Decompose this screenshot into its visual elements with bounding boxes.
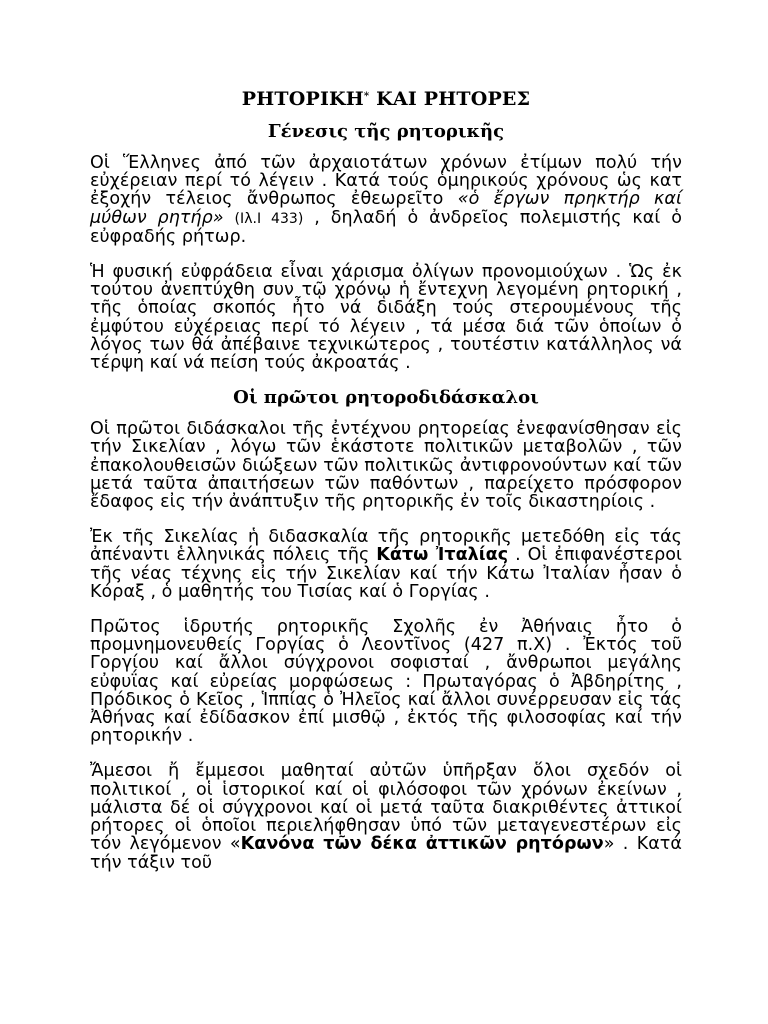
paragraph-1	[90, 154, 682, 246]
iliad-reference: (Ιλ.Ι 433)	[234, 210, 304, 227]
title-main: ΡΗΤΟΡΙΚΗ	[241, 88, 364, 110]
title-rest: ΚΑΙ ΡΗΤΟΡΕΣ	[369, 88, 531, 110]
section-heading-first-teachers: Οἱ πρῶτοι ρητοροδιδάσκαλοι	[233, 387, 539, 409]
section-heading-genesis: Γένεσις τῆς ρητορικῆς	[267, 121, 505, 142]
canon-of-ten-orators-emphasis: Κανόνα τῶν δέκα ἀττικῶν ρητόρων	[240, 834, 604, 855]
document-page	[90, 86, 682, 872]
document-title	[90, 86, 682, 112]
paragraph-5: Πρῶτος ἱδρυτής ρητορικῆς Σχολῆς ἐν Ἀθήναις ἦτο ὁ προμνημονευθείς Γοργίας ὁ Λεοντῖνος (427 π.Χ) . Ἐκτός τοῦ Γοργίου καί ἄλλοι σύγχρονοι σοφισταί , ἄνθρωποι μεγάλης εὐφυΐας καί εὐρείας μορφώσεως : Πρωταγόρας ὁ Ἀβδηρίτης , Πρόδικος ὁ Κεῖος , Ἱππίας ὁ Ἠλεῖος καί ἄλλοι συνέρρευσαν εἰς τάς Ἀθήνας καί ἐδίδασκον ἐπί μισθῷ , ἐκτός τῆς φιλοσοφίας καί τήν ρητορικήν .	[90, 617, 682, 747]
paragraph-3: Οἱ πρῶτοι διδάσκαλοι τῆς ἐντέχνου ρητορείας ἐνεφανίσθησαν εἰς τήν Σικελίαν , λόγω τῶν ἑκάστοτε πολιτικῶν μεταβολῶν , τῶν ἐπακολουθεισῶν διώξεων τῶν πολιτικῶς ἀντιφρονούντων καί τῶν μετά ταῦτα ἀπαιτήσεων τῶν παθόντων , παρείχετο πρόσφορον ἔδαφος εἰς τήν ἀνάπτυξιν τῆς ρητορικῆς ἐν τοῖς δικαστηρίοις .	[90, 419, 682, 513]
paragraph-6-text: Ἄμεσοι ἤ ἔμμεσοι μαθηταί αὐτῶν ὑπῆρξαν ὅλοι σχεδόν οἱ πολιτικοί , οἱ ἱστορικοί καί οἱ φιλόσοφοι τῶν χρόνων ἐκείνων , μάλιστα δέ οἱ σύγχρονοι καί οἱ μετά ταῦτα διακριθέντες ἀττικοί ρήτορες οἱ ὁποῖοι περιελήφθησαν ὑπό τῶν μεταγενεστέρων εἰς τόν λεγόμενον «	[90, 761, 682, 855]
paragraph-1-text-end: , δηλαδή ὁ ἀνδρεῖος πολεμιστής καί ὁ εὐφραδής ρήτωρ.	[90, 207, 682, 247]
paragraph-4-text-end: . Οἱ ἐπιφανέστεροι τῆς νέας τέχνης εἰς τήν Σικελίαν καί τήν Κάτω Ἰταλίαν ἦσαν ὁ Κόραξ , ὁ μαθητής του Τισίας καί ὁ Γοργίας .	[90, 545, 683, 602]
footnote-marker: *	[363, 91, 370, 102]
paragraph-6-text-end: » . Κατά τήν τάξιν τοῦ	[90, 834, 682, 873]
paragraph-4-text: Ἐκ τῆς Σικελίας ἡ διδασκαλία τῆς ρητορικῆς μετεδόθη εἰς τάς ἀπέναντι ἑλληνικάς πόλεις τῆς	[90, 527, 682, 566]
paragraph-4	[90, 528, 682, 601]
paragraph-1-text: Οἱ Ἕλληνες ἀπό τῶν ἀρχαιοτάτων χρόνων ἐτίμων πολύ τήν εὐχέρειαν περί τό λέγειν . Κατά τούς ὁμηρικούς χρόνους ὡς κατ ἐξοχήν τέλειος ἄνθρωπος ἐθεωρεῖτο	[90, 153, 682, 210]
paragraph-2: Ἡ φυσική εὐφράδεια εἶναι χάρισμα ὀλίγων προνομιούχων . Ὡς ἐκ τούτου ἀνεπτύχθη συν τῷ χρόνῳ ἡ ἔντεχνη λεγομένη ρητορική , τῆς ὁποίας σκοπός ἦτο νά διδάξη τούς στερουμένους τῆς ἐμφύτου εὐχέρειας περί τό λέγειν , τά μέσα διά τῶν ὁποίων ὁ λόγος των θά ἀπέβαινε τεχνικώτερος , τουτέστιν κατάλληλος νά τέρψη καί νά πείση τούς ἀκροατάς .	[90, 262, 682, 374]
paragraph-6	[90, 762, 682, 871]
homer-quote: «ὁ ἔργων πρηκτήρ καί μύθων ρητήρ»	[90, 189, 682, 228]
kato-italia-emphasis: Κάτω Ἰταλίας	[376, 545, 509, 566]
